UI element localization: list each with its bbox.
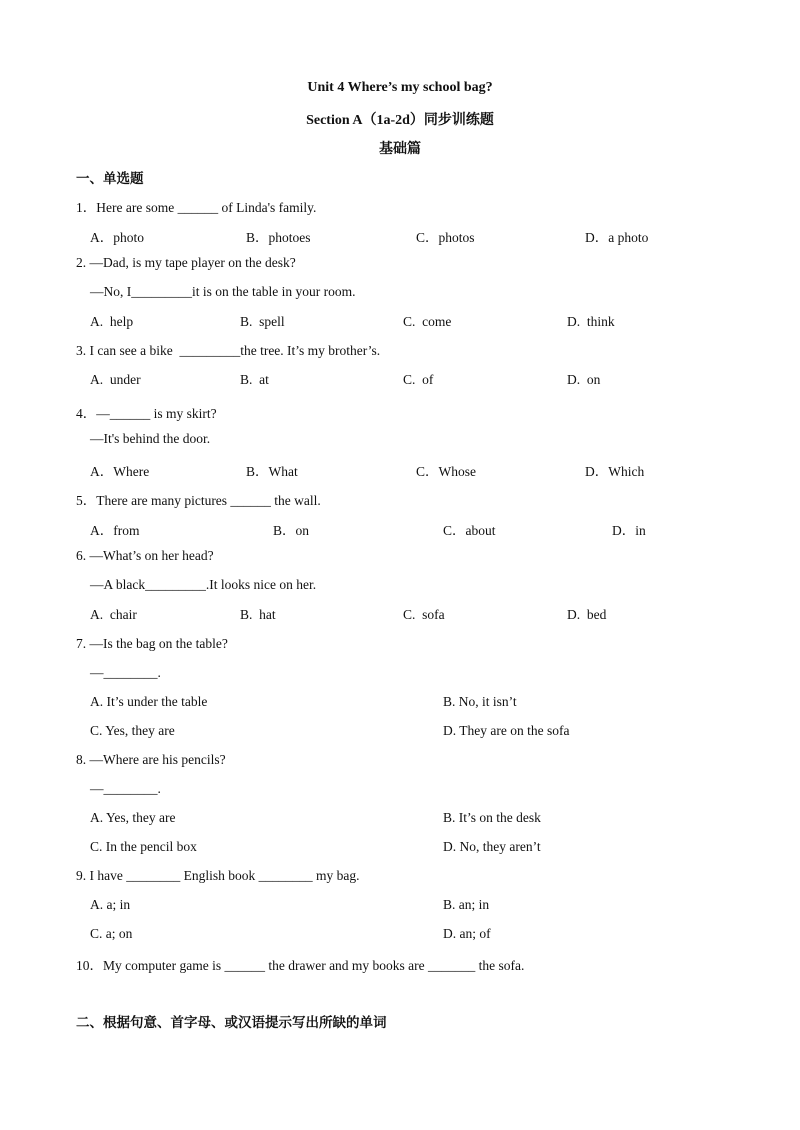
question-1-option-b: B．photoes xyxy=(246,230,311,245)
question-8-option-b: B. It’s on the desk xyxy=(443,810,541,825)
question-9-option-c: C. a; on xyxy=(90,926,133,941)
question-10-stem: 10．My computer game is ______ the drawer and my books are _______ the sofa. xyxy=(76,958,525,973)
question-2-option-a: A. help xyxy=(90,314,134,329)
question-3-option-c: C. of xyxy=(403,372,434,387)
question-2-option-b: B. spell xyxy=(240,314,285,329)
question-5-option-a: A．from xyxy=(90,523,140,538)
question-3-option-a: A. under xyxy=(90,372,141,387)
question-3-stem: 3. I can see a bike _________the tree. It’s my brother’s. xyxy=(76,343,381,358)
question-7-option-a: A. It’s under the table xyxy=(90,694,208,709)
question-2-option-d: D. think xyxy=(567,314,615,329)
question-7-option-d: D. They are on the sofa xyxy=(443,723,570,738)
question-2-reply: —No, I_________it is on the table in your room. xyxy=(90,284,356,299)
question-1-option-d: D．a photo xyxy=(585,230,649,245)
question-1-option-a: A．photo xyxy=(90,230,144,245)
question-8-option-a: A. Yes, they are xyxy=(90,810,176,825)
question-1-stem: 1．Here are some ______ of Linda's family. xyxy=(76,200,317,215)
question-3-option-b: B. at xyxy=(240,372,269,387)
question-6-option-b: B. hat xyxy=(240,607,276,622)
section-heading-multiple-choice: 一、单选题 xyxy=(76,171,144,187)
question-4-reply: —It's behind the door. xyxy=(90,431,211,446)
question-1-option-c: C．photos xyxy=(416,230,475,245)
question-8-reply: —________. xyxy=(90,781,161,796)
page-subtitle: Section A（1a-2d）同步训练题 xyxy=(306,113,494,128)
level-label: 基础篇 xyxy=(379,142,421,157)
question-4-option-b: B．What xyxy=(246,464,298,479)
question-4-stem: 4．—______ is my skirt? xyxy=(76,406,217,421)
question-6-option-a: A. chair xyxy=(90,607,137,622)
question-7-reply: —________. xyxy=(90,665,161,680)
question-5-option-c: C．about xyxy=(443,523,496,538)
question-6-option-d: D. bed xyxy=(567,607,607,622)
question-5-option-b: B．on xyxy=(273,523,310,538)
question-5-stem: 5．There are many pictures ______ the wall. xyxy=(76,493,321,508)
question-4-option-d: D．Which xyxy=(585,464,645,479)
question-9-option-a: A. a; in xyxy=(90,897,131,912)
question-7-stem: 7. —Is the bag on the table? xyxy=(76,636,228,651)
question-9-stem: 9. I have ________ English book ________ my bag. xyxy=(76,868,360,883)
page-title: Unit 4 Where’s my school bag? xyxy=(307,80,493,95)
question-8-option-d: D. No, they aren’t xyxy=(443,839,541,854)
section-heading-word-completion: 二、根据句意、首字母、或汉语提示写出所缺的单词 xyxy=(76,1015,387,1031)
question-9-option-d: D. an; of xyxy=(443,926,491,941)
question-2-option-c: C. come xyxy=(403,314,452,329)
question-6-option-c: C. sofa xyxy=(403,607,445,622)
question-6-reply: —A black_________.It looks nice on her. xyxy=(90,577,317,592)
question-7-option-b: B. No, it isn’t xyxy=(443,694,517,709)
question-8-stem: 8. —Where are his pencils? xyxy=(76,752,226,767)
question-4-option-a: A．Where xyxy=(90,464,150,479)
question-5-option-d: D．in xyxy=(612,523,646,538)
question-6-stem: 6. —What’s on her head? xyxy=(76,548,214,563)
question-2-stem: 2. —Dad, is my tape player on the desk? xyxy=(76,255,296,270)
question-3-option-d: D. on xyxy=(567,372,601,387)
question-4-option-c: C．Whose xyxy=(416,464,476,479)
question-9-option-b: B. an; in xyxy=(443,897,490,912)
question-8-option-c: C. In the pencil box xyxy=(90,839,197,854)
question-7-option-c: C. Yes, they are xyxy=(90,723,175,738)
